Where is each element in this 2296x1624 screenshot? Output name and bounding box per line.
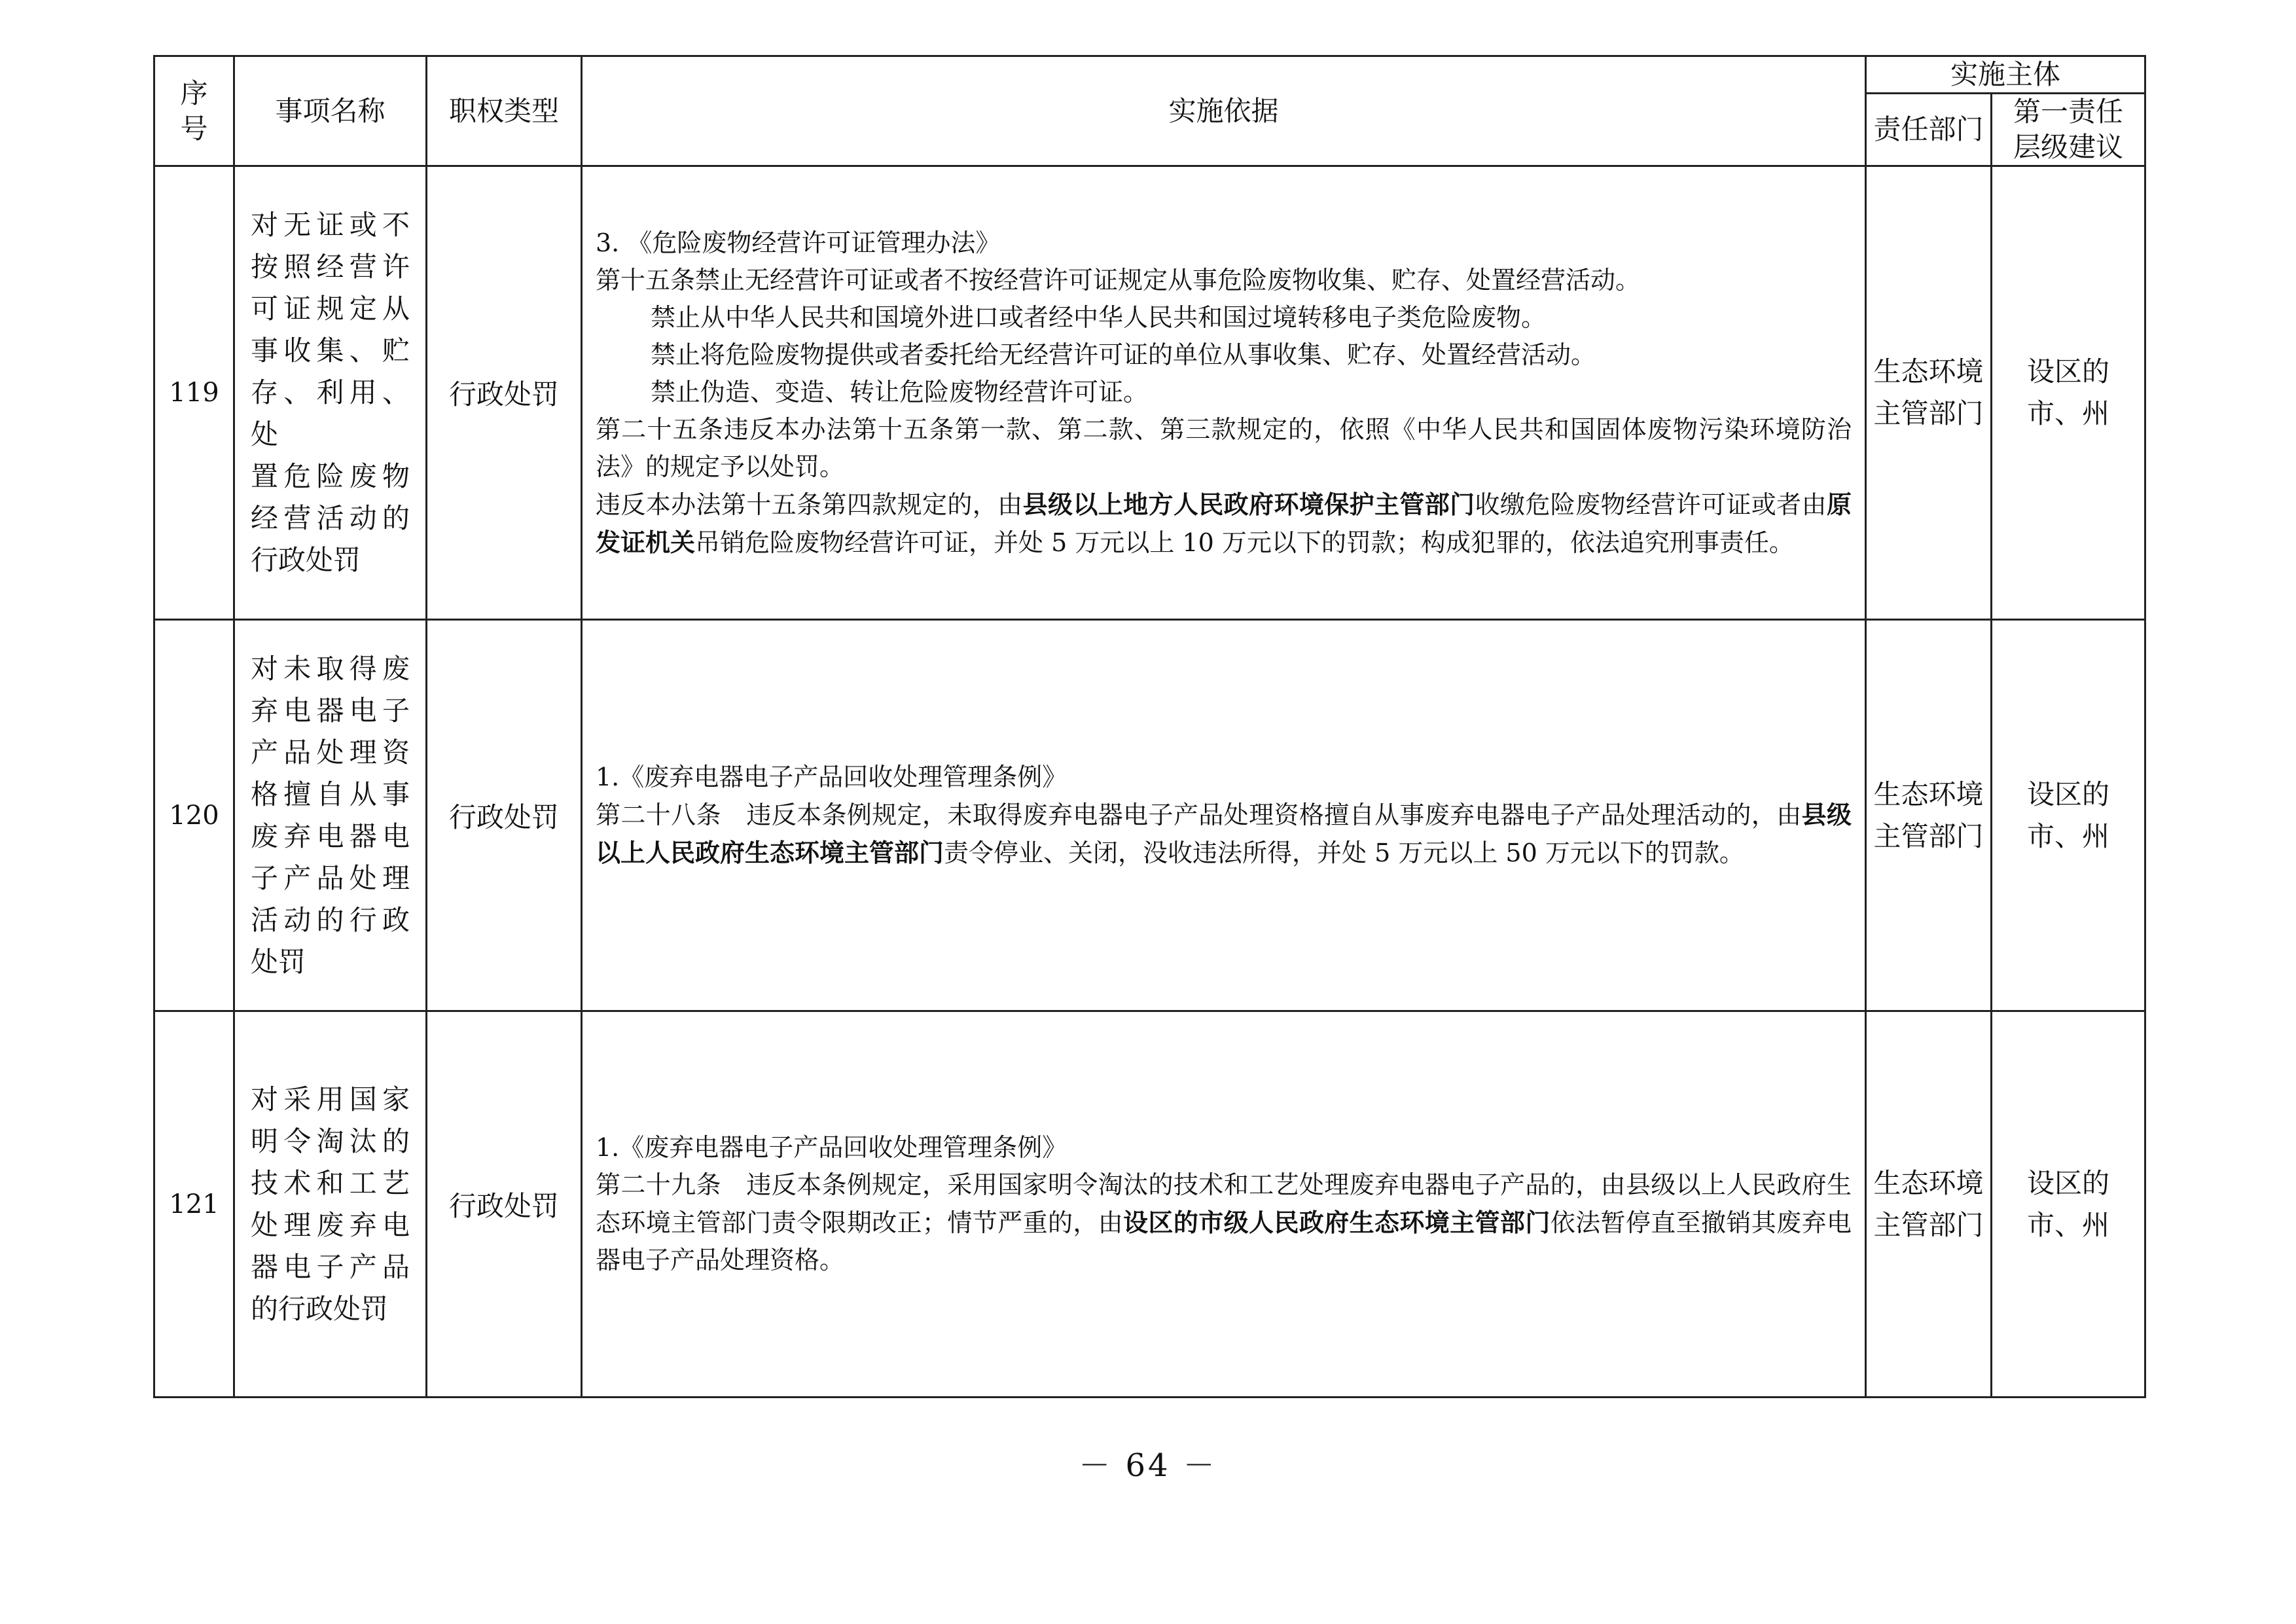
table-row (154, 166, 2145, 620)
basis-emphasis: 设区的市级人民政府生态环境主管部门 (1123, 1208, 1551, 1237)
dept-line: 主管部门 (1873, 397, 1984, 429)
row-item-name (234, 166, 427, 620)
basis-text: 第二十八条 违反本条例规定，未取得废弃电器电子产品处理资格擅自从事废弃电器电子产品处理活动的，由 (596, 801, 1802, 829)
item-line: 处罚 (251, 945, 306, 978)
row-power-type: 行政处罚 (427, 166, 582, 620)
item-line: 事收集、贮 (251, 334, 410, 367)
item-line: 活动的行政 (251, 903, 410, 936)
basis-paragraph (596, 1166, 1852, 1279)
item-line: 按照经营许 (251, 251, 410, 283)
basis-paragraph: 第十五条禁止无经营许可证或者不按经营许可证规定从事危险废物收集、贮存、处置经营活动。 (596, 265, 1641, 295)
row-implementation-basis (582, 620, 1866, 1011)
dept-line: 主管部门 (1873, 1208, 1984, 1241)
level-line: 市、州 (2027, 397, 2110, 429)
item-line: 行政处罚 (251, 544, 361, 576)
basis-paragraph: 禁止将危险废物提供或者委托给无经营许可证的单位从事收集、贮存、处置经营活动。 (651, 340, 1596, 369)
row-serial-number: 119 (154, 166, 234, 620)
basis-emphasis: 原发证机关 (596, 489, 1852, 557)
row-power-type: 行政处罚 (427, 1011, 582, 1398)
row-responsible-dept (1866, 620, 1992, 1011)
item-line: 弃电器电子 (251, 694, 410, 727)
level-line: 市、州 (2027, 820, 2110, 852)
header-level-line2: 层级建议 (2013, 131, 2124, 163)
dept-line: 生态环境 (1873, 355, 1984, 388)
header-item-name: 事项名称 (234, 56, 427, 166)
item-line: 格擅自从事 (251, 778, 410, 810)
basis-paragraph: 第二十五条违反本办法第十五条第一款、第二款、第三款规定的，依照《中华人民共和国固体废物污染环境防治法》的规定予以处罚。 (596, 414, 1852, 481)
level-line: 设区的 (2027, 778, 2110, 810)
basis-paragraph: 禁止伪造、变造、转让危险废物经营许可证。 (651, 377, 1149, 406)
header-serial-line2: 号 (180, 112, 208, 145)
item-line: 存、利用、处 (251, 376, 410, 450)
table-row (154, 1011, 2145, 1398)
basis-paragraph: 禁止从中华人民共和国境外进口或者经中华人民共和国过境转移电子类危险废物。 (651, 302, 1547, 332)
basis-text: 依法暂停直至撤销其废弃电器电子产品处理资格。 (596, 1208, 1852, 1274)
header-responsible-dept: 责任部门 (1866, 94, 1992, 166)
page-number: － 64 － (1079, 1447, 1217, 1484)
header-power-type: 职权类型 (427, 56, 582, 166)
item-line: 对未取得废 (251, 652, 410, 685)
item-line: 器电子产品 (251, 1250, 410, 1283)
basis-text: 第二十九条 违反本条例规定，采用国家明令淘汰的技术和工艺处理废弃电器电子产品的，由县级以上人民政府生态环境主管部门责令限期改正；情节严重的，由 (596, 1170, 1852, 1237)
item-line: 技术和工艺 (251, 1166, 410, 1199)
basis-paragraph: 1.《废弃电器电子产品回收处理管理条例》 (596, 1133, 1067, 1162)
row-serial-number: 120 (154, 620, 234, 1011)
header-implementing-subject: 实施主体 (1866, 56, 2145, 94)
item-line: 废弃电器电 (251, 820, 410, 852)
row-serial-number: 121 (154, 1011, 234, 1398)
item-line: 置危险废物 (251, 460, 410, 492)
item-line: 处理废弃电 (251, 1208, 410, 1241)
dept-line: 生态环境 (1873, 778, 1984, 810)
row-responsibility-level (1992, 1011, 2145, 1398)
level-line: 市、州 (2027, 1208, 2110, 1241)
row-power-type: 行政处罚 (427, 620, 582, 1011)
row-responsible-dept (1866, 1011, 1992, 1398)
basis-paragraph (596, 796, 1852, 872)
level-line: 设区的 (2027, 1166, 2110, 1199)
basis-text: 收缴危险废物经营许可证或者由 (1475, 490, 1827, 519)
header-responsibility-level (1992, 94, 2145, 166)
item-line: 子产品处理 (251, 861, 410, 894)
dept-line: 主管部门 (1873, 820, 1984, 852)
basis-emphasis: 县级以上人民政府生态环境主管部门 (596, 800, 1852, 867)
item-line: 的行政处罚 (251, 1292, 389, 1325)
table-row (154, 620, 2145, 1011)
item-line: 对采用国家 (251, 1083, 410, 1115)
basis-text: 违反本办法第十五条第四款规定的，由 (596, 490, 1023, 519)
row-responsibility-level (1992, 166, 2145, 620)
header-serial-number (154, 56, 234, 166)
row-implementation-basis (582, 1011, 1866, 1398)
basis-paragraph: 1.《废弃电器电子产品回收处理管理条例》 (596, 763, 1067, 791)
basis-text: 责令停业、关闭，没收违法所得，并处 5 万元以上 50 万元以下的罚款。 (944, 839, 1744, 867)
row-item-name (234, 620, 427, 1011)
header-implementation-basis: 实施依据 (582, 56, 1866, 166)
enforcement-items-table (153, 55, 2146, 1398)
row-item-name (234, 1011, 427, 1398)
row-responsibility-level (1992, 620, 2145, 1011)
basis-paragraph: 3. 《危险废物经营许可证管理办法》 (596, 228, 1001, 257)
header-serial-line1: 序 (180, 77, 208, 109)
dept-line: 生态环境 (1873, 1166, 1984, 1199)
level-line: 设区的 (2027, 355, 2110, 388)
item-line: 经营活动的 (251, 502, 410, 534)
row-responsible-dept (1866, 166, 1992, 620)
header-level-line1: 第一责任 (2013, 96, 2124, 128)
item-line: 明令淘汰的 (251, 1125, 410, 1157)
basis-emphasis: 县级以上地方人民政府环境保护主管部门 (1022, 489, 1475, 519)
item-line: 对无证或不 (251, 209, 410, 241)
basis-text: 吊销危险废物经营许可证，并处 5 万元以上 10 万元以下的罚款；构成犯罪的，依法追究刑事责任。 (695, 528, 1794, 557)
item-line: 产品处理资 (251, 736, 410, 768)
row-implementation-basis (582, 166, 1866, 620)
basis-paragraph (596, 486, 1852, 562)
item-line: 可证规定从 (251, 293, 410, 325)
